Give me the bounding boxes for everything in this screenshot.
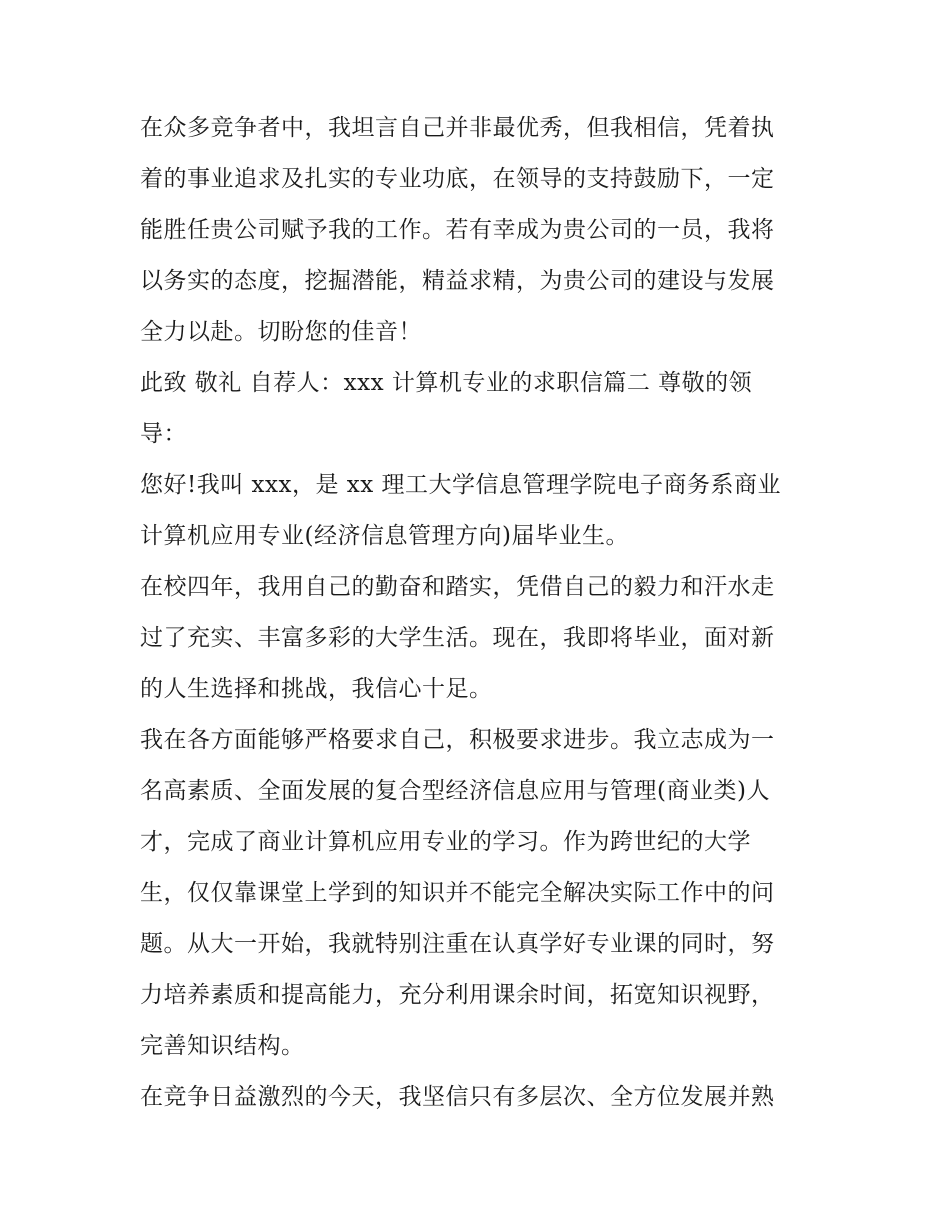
text-line: 此致 敬礼 自荐人：xxx 计算机专业的求职信篇二 尊敬的领 <box>140 370 753 396</box>
text-line: 着的事业追求及扎实的专业功底，在领导的支持鼓励下，一定 <box>140 166 775 192</box>
text-line: 以务实的态度，挖掘潜能，精益求精，为贵公司的建设与发展 <box>140 268 775 294</box>
text-line: 力培养素质和提高能力，充分利用课余时间，拓宽知识视野， <box>140 982 775 1008</box>
text-line: 题。从大一开始，我就特别注重在认真学好专业课的同时，努 <box>140 931 775 957</box>
text-line: 的人生选择和挑战，我信心十足。 <box>140 676 493 702</box>
text-line: 生，仅仅靠课堂上学到的知识并不能完全解决实际工作中的问 <box>140 880 775 906</box>
text-line: 您好!我叫 xxx，是 xx 理工大学信息管理学院电子商务系商业 <box>140 472 782 498</box>
text-line: 名高素质、全面发展的复合型经济信息应用与管理(商业类)人 <box>140 778 770 804</box>
text-line: 才，完成了商业计算机应用专业的学习。作为跨世纪的大学 <box>140 829 751 855</box>
text-line: 在竞争日益激烈的今天，我坚信只有多层次、全方位发展并熟 <box>140 1084 775 1110</box>
text-line: 完善知识结构。 <box>140 1033 305 1059</box>
text-line: 导： <box>140 421 187 447</box>
text-line: 我在各方面能够严格要求自己，积极要求进步。我立志成为一 <box>140 727 775 753</box>
text-line: 计算机应用专业(经济信息管理方向)届毕业生。 <box>140 523 629 549</box>
text-line: 全力以赴。切盼您的佳音！ <box>140 319 422 345</box>
text-line: 过了充实、丰富多彩的大学生活。现在，我即将毕业，面对新 <box>140 625 775 651</box>
text-line: 在众多竞争者中，我坦言自己并非最优秀，但我相信，凭着执 <box>140 115 775 141</box>
text-line: 在校四年，我用自己的勤奋和踏实，凭借自己的毅力和汗水走 <box>140 574 775 600</box>
text-line: 能胜任贵公司赋予我的工作。若有幸成为贵公司的一员，我将 <box>140 217 775 243</box>
